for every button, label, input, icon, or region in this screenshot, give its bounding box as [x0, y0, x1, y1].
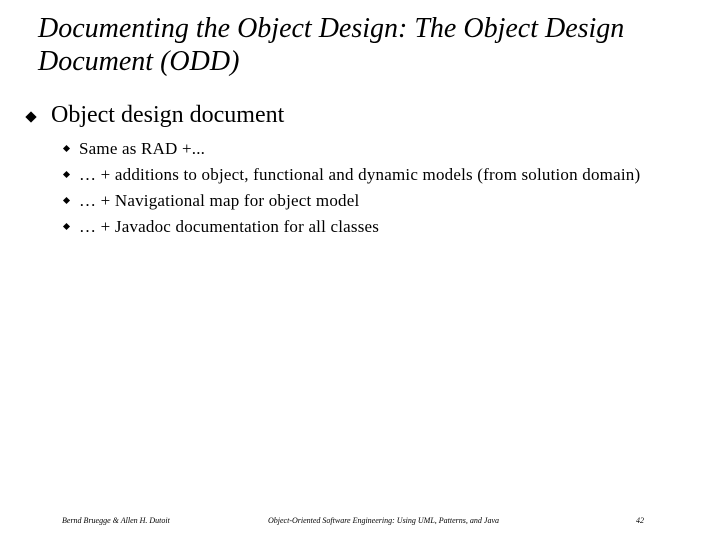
bullet-item: [22, 100, 702, 130]
subbullet-text: … + Javadoc documentation for all classes: [79, 217, 380, 236]
small-diamond-bullet-icon: [63, 223, 70, 230]
subbullet-item: [62, 138, 702, 159]
footer-authors: Bernd Bruegge & Allen H. Dutoit: [62, 516, 170, 525]
page-number: 42: [636, 516, 644, 525]
subbullet-item: [62, 216, 702, 237]
bullet-list: [22, 100, 702, 242]
bullet-text: Object design document: [51, 102, 285, 128]
subbullet-text: … + Navigational map for object model: [79, 191, 360, 210]
subbullet-item: [62, 164, 702, 185]
small-diamond-bullet-icon: [63, 197, 70, 204]
diamond-bullet-icon: [25, 111, 36, 122]
subbullet-text: … + additions to object, functional and dynamic models (from solution domain): [79, 165, 641, 184]
small-diamond-bullet-icon: [63, 145, 70, 152]
subbullet-text: Same as RAD +...: [79, 139, 206, 158]
small-diamond-bullet-icon: [63, 171, 70, 178]
subbullet-item: [62, 190, 702, 211]
footer-book-title: Object-Oriented Software Engineering: Using UML, Patterns, and Java: [268, 516, 499, 525]
subbullet-list: [22, 138, 702, 237]
slide-title: Documenting the Object Design: The Object Design Document (ODD): [38, 13, 625, 77]
